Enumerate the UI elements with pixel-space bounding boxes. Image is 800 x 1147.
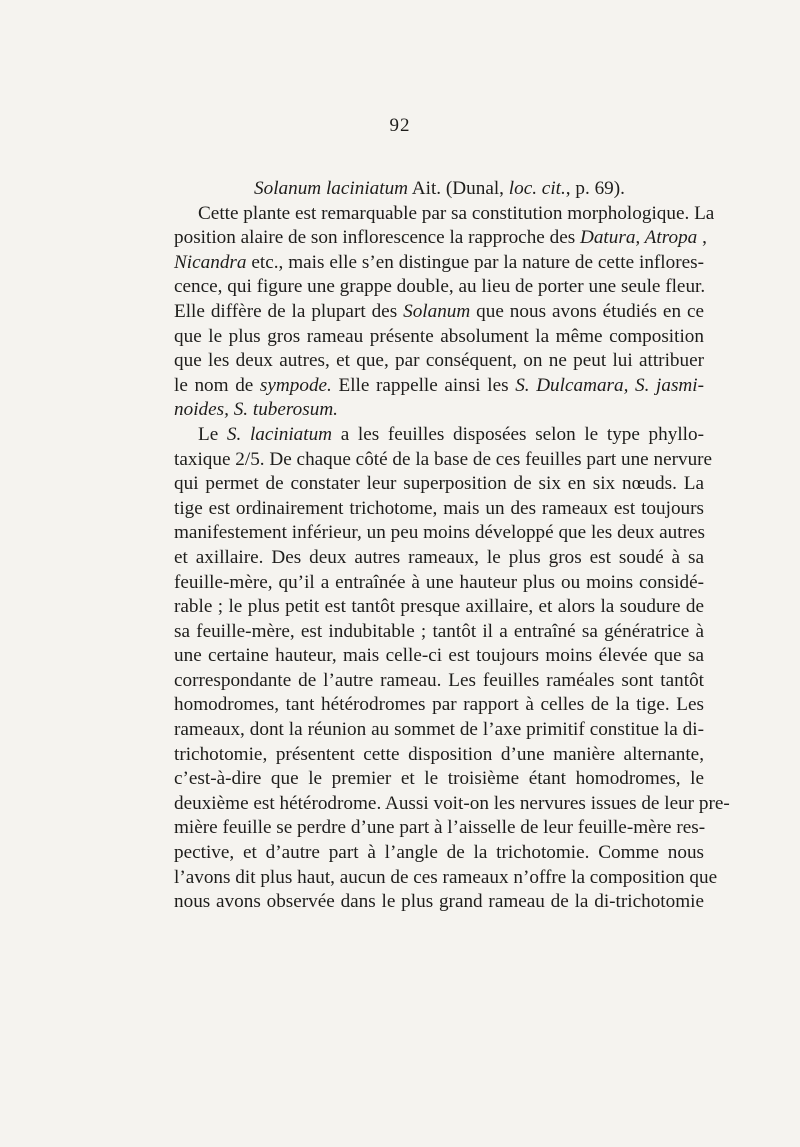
text-run: trichotomie, présentent cette disposition d’une manière alternante,: [174, 743, 704, 765]
body-text: [174, 177, 730, 915]
text-line: [174, 669, 704, 694]
text-run: Elle rappelle ainsi les: [331, 374, 516, 396]
text-run: sa feuille-mère, est indubitable ; tantôt il a entraîné sa génératrice à: [174, 620, 704, 642]
text-run: correspondante de l’autre rameau. Les feuilles raméales sont tantôt: [174, 669, 704, 691]
text-line: [174, 644, 704, 669]
text-run: taxique 2/5. De chaque côté de la base de ces feuilles part une nervure: [174, 448, 713, 470]
heading-ref: loc. cit.: [508, 178, 566, 199]
text-line: [174, 620, 704, 645]
text-line: [174, 841, 704, 866]
text-run: que nous avons étudiés en ce: [470, 300, 704, 322]
text-line: [174, 448, 713, 473]
text-line: [174, 767, 704, 792]
text-line: [174, 300, 704, 325]
text-run: le nom de: [174, 374, 260, 396]
text-line: [174, 349, 704, 374]
text-run: rameaux, dont la réunion au sommet de l’axe primitif constitue la di-: [174, 719, 704, 741]
text-run: Cette plante est remarquable par sa constitution morphologique. La: [198, 202, 715, 224]
text-run: pective, et d’autre part à l’angle de la trichotomie. Comme nous: [174, 842, 704, 864]
text-run: rable ; le plus petit est tantôt presque axillaire, et alors la soudure de: [174, 596, 704, 618]
text-line: [174, 275, 704, 300]
italic-run: Datura, Atropa: [579, 227, 698, 249]
text-run: mière feuille se perdre d’une part à l’aisselle de leur feuille-mère res-: [174, 817, 706, 839]
text-run: manifestement inférieur, un peu moins développé que les deux autres: [174, 522, 705, 544]
text-run: cence, qui figure une grappe double, au lieu de porter une seule fleur.: [174, 276, 706, 298]
text-run: tige est ordinairement trichotome, mais un des rameaux est toujours: [174, 497, 704, 519]
paragraph-lines: [174, 202, 730, 915]
text-line: [174, 521, 704, 546]
text-run: etc., mais elle s’en distingue par la nature de cette inflores-: [246, 251, 704, 273]
text-line: [174, 718, 704, 743]
text-run: l’avons dit plus haut, aucun de ces rameaux n’offre la composition que: [174, 866, 718, 888]
text-line: [174, 743, 704, 768]
text-line: [174, 497, 704, 522]
text-line: [174, 472, 704, 497]
text-run: c’est-à-dire que le premier et le troisième étant homodromes, le: [174, 768, 704, 790]
text-line: [174, 226, 707, 251]
page-number: 92: [389, 115, 411, 136]
text-line: [174, 816, 704, 841]
text-run: Le: [198, 423, 227, 445]
text-line: [174, 325, 704, 350]
text-run: que le plus gros rameau présente absolument la même composition: [174, 325, 704, 347]
text-run: Elle diffère de la plupart des: [174, 300, 404, 322]
text-line: [174, 251, 704, 276]
text-run: nous avons observée dans le plus grand rameau de la di-trichotomie: [174, 891, 704, 913]
text-line: [174, 595, 704, 620]
italic-run: S. laciniatum: [226, 423, 333, 445]
text-run: deuxième est hétérodrome. Aussi voit-on les nervures issues de leur pre-: [174, 792, 730, 814]
italic-run: Nicandra: [174, 251, 247, 273]
text-line: [174, 890, 704, 915]
text-line: [174, 792, 730, 817]
text-run: et axillaire. Des deux autres rameaux, le plus gros est soudé à sa: [174, 546, 704, 568]
italic-run: noides, S. tuberosum.: [174, 399, 338, 421]
italic-run: Solanum: [403, 300, 471, 322]
text-line: [174, 866, 718, 891]
text-line: [174, 202, 715, 227]
heading-species: Solanum laciniatum: [254, 178, 409, 199]
section-heading: [174, 177, 704, 202]
text-run: ,: [697, 227, 707, 249]
italic-run: S. Dulcamara, S. jasmi-: [515, 374, 704, 396]
text-line: [174, 546, 704, 571]
text-run: une certaine hauteur, mais celle-ci est toujours moins élevée que sa: [174, 645, 704, 667]
text-run: a les feuilles disposées selon le type phyllo-: [332, 423, 704, 445]
heading-page-ref: , p. 69).: [565, 178, 625, 199]
text-line: [174, 571, 704, 596]
text-run: position alaire de son inflorescence la rapproche des: [174, 227, 580, 249]
text-run: que les deux autres, et que, par conséquent, on ne peut lui attribuer: [174, 350, 704, 372]
text-line: [174, 423, 704, 448]
text-line: [174, 374, 704, 399]
heading-authority: Ait. (Dunal,: [408, 178, 509, 199]
italic-run: sympode.: [259, 374, 332, 396]
text-run: qui permet de constater leur superposition de six en six nœuds. La: [174, 473, 704, 495]
text-run: homodromes, tant hétérodromes par rapport à celles de la tige. Les: [174, 694, 704, 716]
text-line: [174, 693, 704, 718]
text-run: feuille-mère, qu’il a entraînée à une hauteur plus ou moins considé-: [174, 571, 704, 593]
text-line: [174, 398, 704, 423]
